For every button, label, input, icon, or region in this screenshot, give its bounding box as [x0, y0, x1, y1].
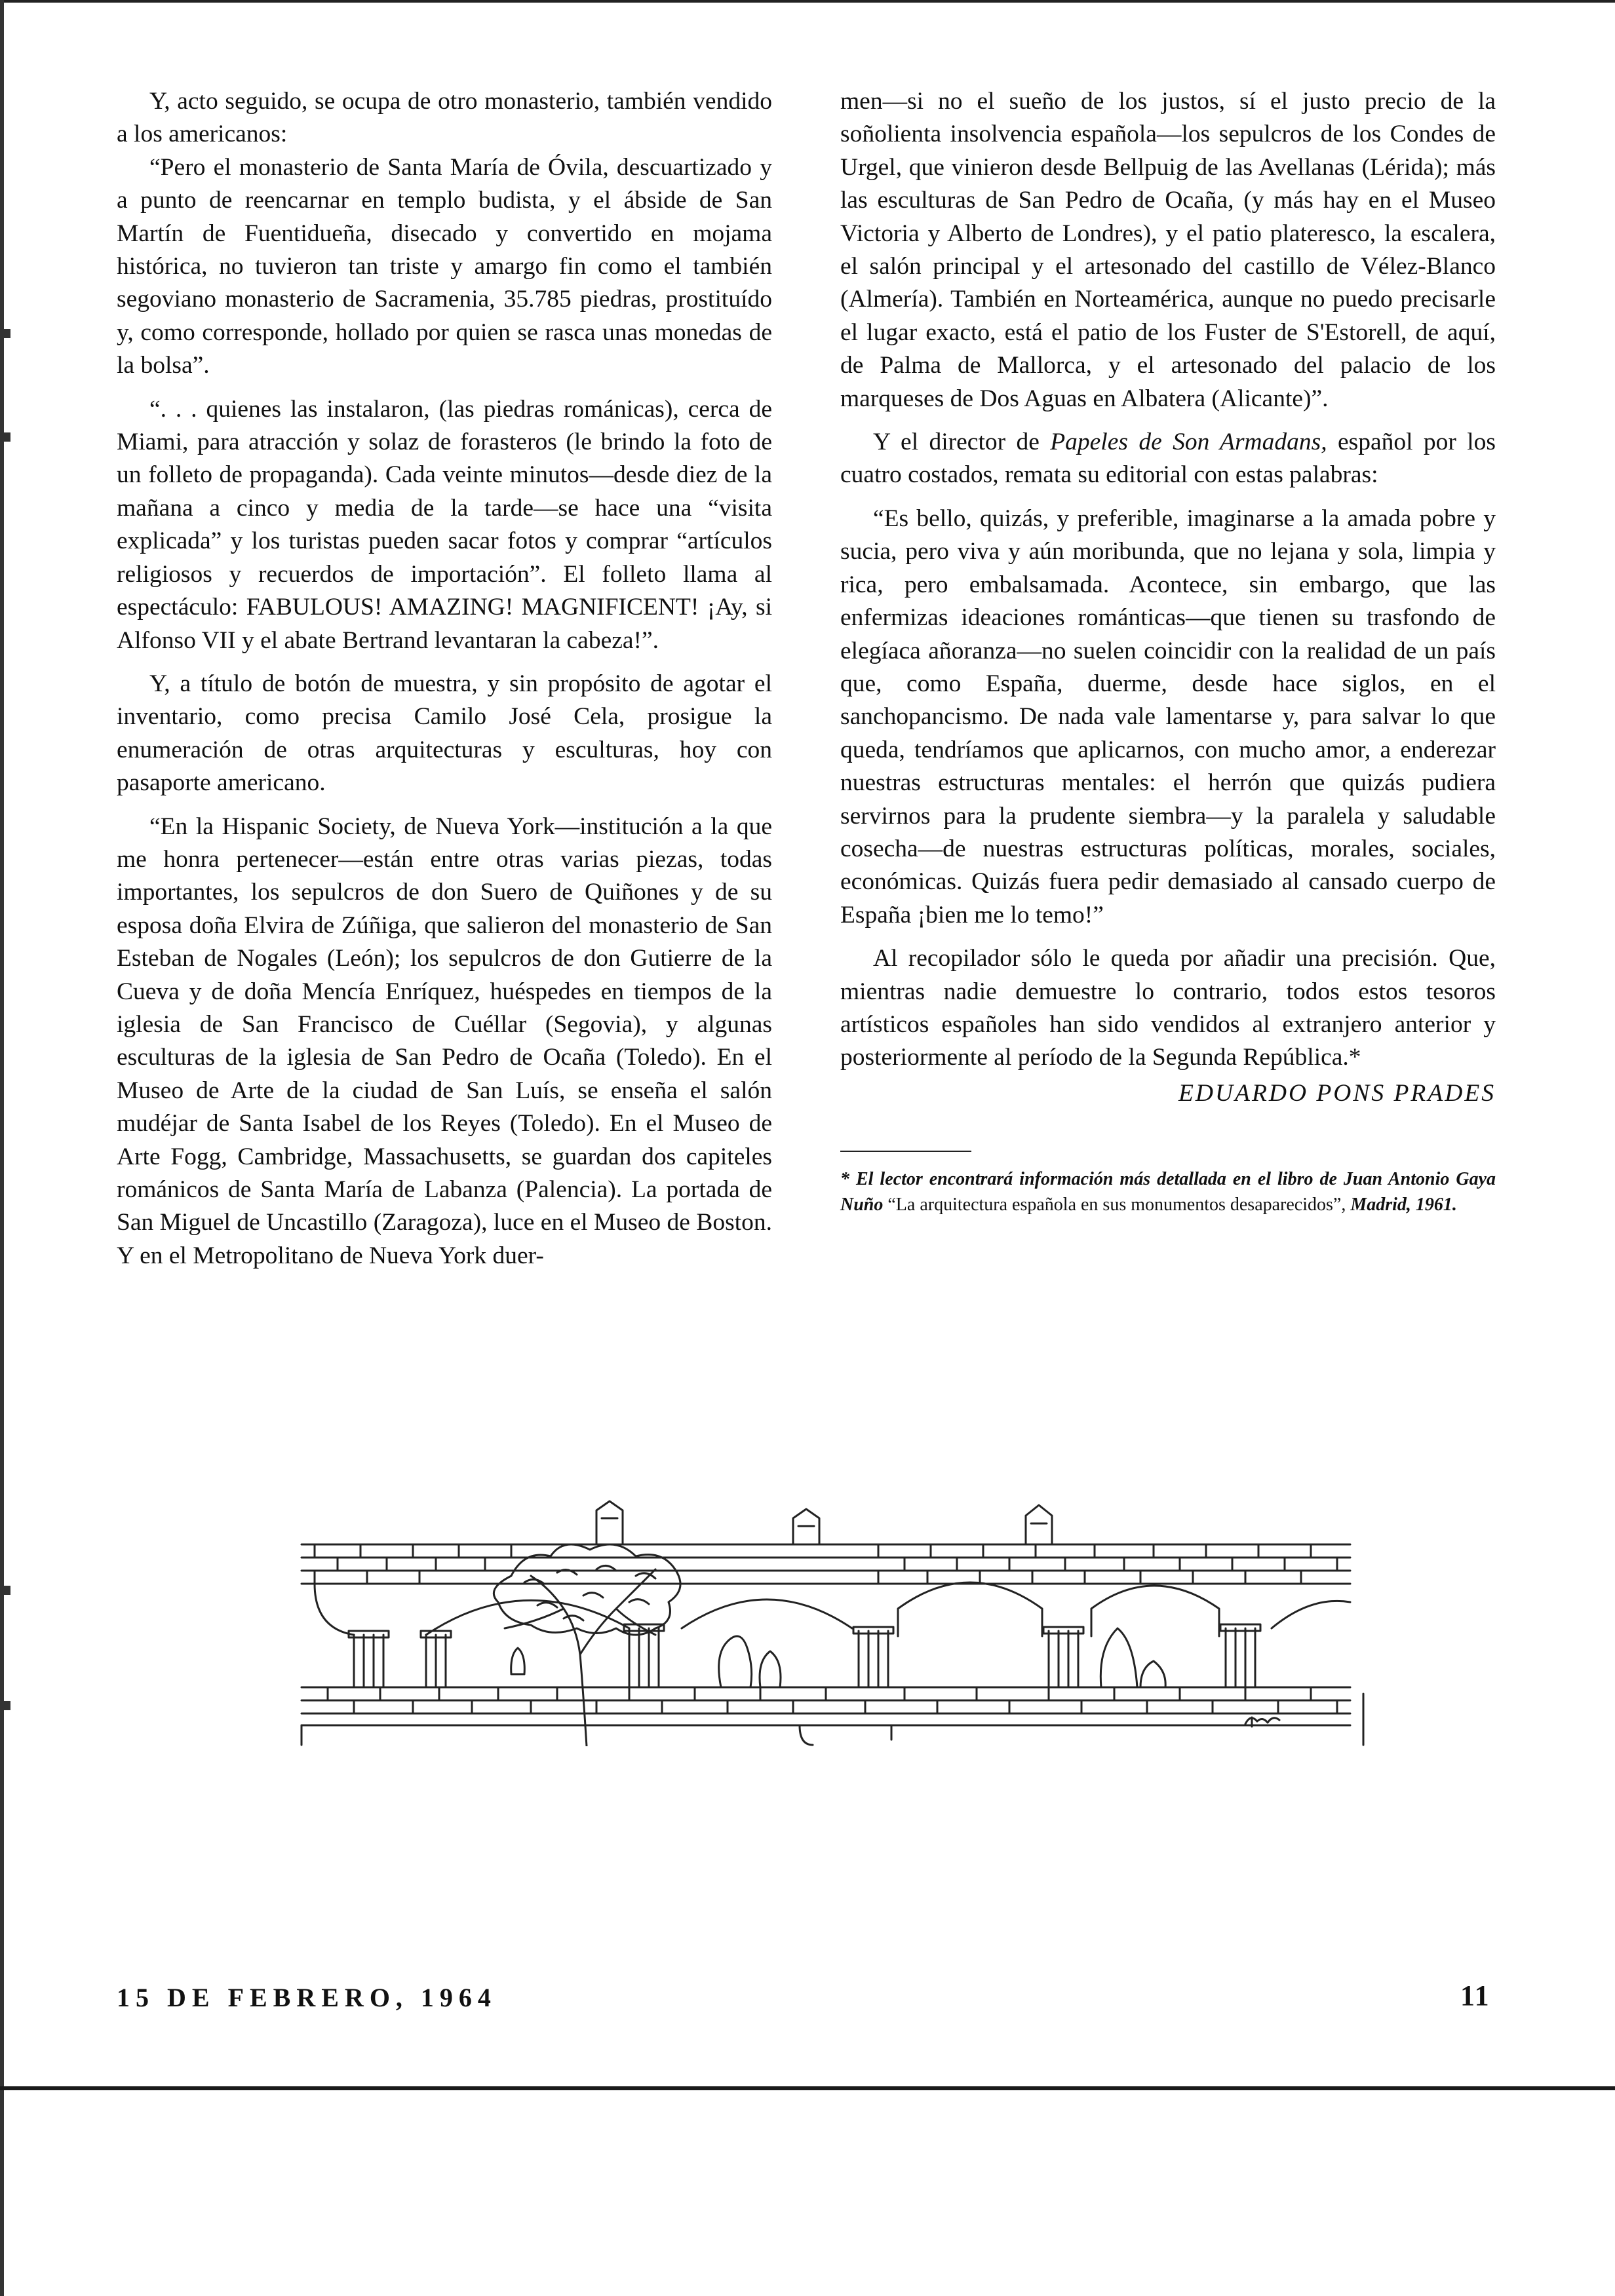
footnote: [840, 1166, 1496, 1217]
page-number: 11: [1460, 1980, 1490, 2012]
footnote-lead: * El lector encontrará información más detallada en el libro de Juan Antonio Gaya Nuño: [840, 1169, 1496, 1215]
text: Y el director de: [873, 429, 1040, 456]
footnote-divider: [840, 1151, 971, 1152]
hooded-figures: [511, 1628, 1165, 1687]
paragraph: [840, 426, 1496, 492]
cloister-illustration: [288, 1497, 1390, 1746]
issue-date: 15 DE FEBRERO, 1964: [117, 1983, 497, 2012]
text: español por los cuatro costados, remata su editorial con estas palabras:: [840, 429, 1496, 489]
paragraph-continuation: men—si no el sueño de los justos, sí el justo precio de la soñolienta insolvencia española—los sepulcros de los Condes de Urgel, que vinieron desde Bellpuig de las Avellanas (Lérida); más las esculturas de San Pedro de Ocaña, (y más hay en el Museo Victoria y Alberto de Londres), y el patio plateresco, la escalera, el salón principal y el artesonado del castillo de Vélez-Blanco (Almería). También en Norteamérica, aunque no puedo precisarle el lugar exacto, está el patio de los Fuster de S'Estorell, de aquí, de Palma de Mallorca, y el artesonado del palacio de los marqueses de Dos Aguas en Albatera (Alicante)”.: [840, 88, 1496, 412]
arches: [315, 1582, 1350, 1636]
author-signature: EDUARDO PONS PRADES: [1178, 1079, 1496, 1107]
article-right-column: [840, 85, 1496, 1217]
tree: [494, 1544, 680, 1746]
scan-mark: [4, 329, 10, 338]
top-border-rule: [0, 0, 1615, 3]
lower-wall: [302, 1687, 1363, 1745]
article-left-column: [117, 85, 772, 1272]
scan-mark: [4, 1701, 10, 1710]
paragraph: Y, acto seguido, se ocupa de otro monasterio, también vendido a los americanos:: [117, 88, 772, 148]
paragraph: Y, a título de botón de muestra, y sin propósito de agotar el inventario, como precisa Camilo José Cela, prosigue la enumeración de otras arquitecturas y esculturas, hoy con pasaporte americano.: [117, 670, 772, 797]
footnote-place-year: Madrid, 1961.: [1350, 1195, 1457, 1215]
pinnacles: [596, 1501, 1052, 1544]
scan-mark: [4, 432, 10, 442]
quote-paragraph: “En la Hispanic Society, de Nueva York—institución a la que me honra pertenecer—están entre otras varias piezas, todas importantes, los sepulcros de don Suero de Quiñones y de su esposa doña Elvira de Zúñiga, que salieron del monasterio de San Esteban de Nogales (León); los sepulcros de don Gutierre de la Cueva y de doña Mencía Enríquez, huéspedes en tiempos de la iglesia de San Francisco de Cuéllar (Segovia), y algunas esculturas de la iglesia de San Pedro de Ocaña (Toledo). En el Museo de Arte de la ciudad de San Luís, se enseña el salón mudéjar de Santa Isabel de los Reyes (Toledo). En el Museo de Arte Fogg, Cambridge, Massachusetts, se guardan dos capiteles románicos de Santa María de Labanza (Palencia). La portada de San Miguel de Uncastillo (Zaragoza), luce en el Museo de Boston. Y en el Metropolitano de Nueva York duer-: [117, 813, 772, 1269]
scan-mark: [4, 1586, 10, 1595]
upper-wall: [302, 1544, 1350, 1584]
magazine-title: Papeles de Son Armadans,: [1050, 429, 1327, 456]
footnote-book-title: “La arquitectura española en sus monumentos desaparecidos”,: [887, 1195, 1346, 1215]
paragraph: Al recopilador sólo le queda por añadir una precisión. Que, mientras nadie demuestre lo contrario, todos estos tesoros artísticos españoles han sido vendidos al extranjero anterior y posteriormente al período de la Segunda República.*: [840, 945, 1496, 1071]
bottom-border-rule: [0, 2086, 1615, 2090]
quote-paragraph: “Pero el monasterio de Santa María de Óvila, descuartizado y a punto de reencarnar en templo budista, y el ábside de San Martín de Fuentidueña, disecado y convertido en mojama histórica, no tuvieron tan triste y amargo fin como el también segoviano monasterio de Sacramenia, 35.785 piedras, prostituído y, como corresponde, hollado por quien se rasca unas monedas de la bolsa”.: [117, 153, 772, 379]
quote-paragraph: “Es bello, quizás, y preferible, imaginarse a la amada pobre y sucia, pero viva y aún moribunda, que no lejana y sola, limpia y rica, pero embalsamada. Acontece, sin embargo, que las enfermizas ideaciones románticas—que tienen su trasfondo de elegíaca añoranza—no suelen coincidir con la realidad de un país que, como España, duerme, desde hace siglos, en el sanchopancismo. De nada vale lamentarse y, para salvar lo que queda, tendríamos que aplicarnos, con mucho amor, a enderezar nuestras estructuras mentales: el herrón que quizás pudiera servirnos para la prudente siembra—y la paralela y saludable cosecha—de nuestras estructuras políticas, morales, sociales, económicas. Quizás fuera pedir demasiado al cansado cuerpo de España ¡bien me lo temo!”: [840, 505, 1496, 928]
left-scan-edge: [0, 0, 4, 2296]
quote-paragraph: “. . . quienes las instalaron, (las piedras románicas), cerca de Miami, para atracción y solaz de forasteros (le brindo la foto de un folleto de propaganda). Cada veinte minutos—desde diez de la mañana a cinco y media de la tarde—se hace una “visita explicada” y los turistas pueden sacar fotos y comprar “artículos religiosos y recuerdos de importación”. El folleto llama al espectáculo: FABULOUS! AMAZING! MAGNIFICENT! ¡Ay, si Alfonso VII y el abate Bertrand levantaran la cabeza!”.: [117, 395, 772, 654]
